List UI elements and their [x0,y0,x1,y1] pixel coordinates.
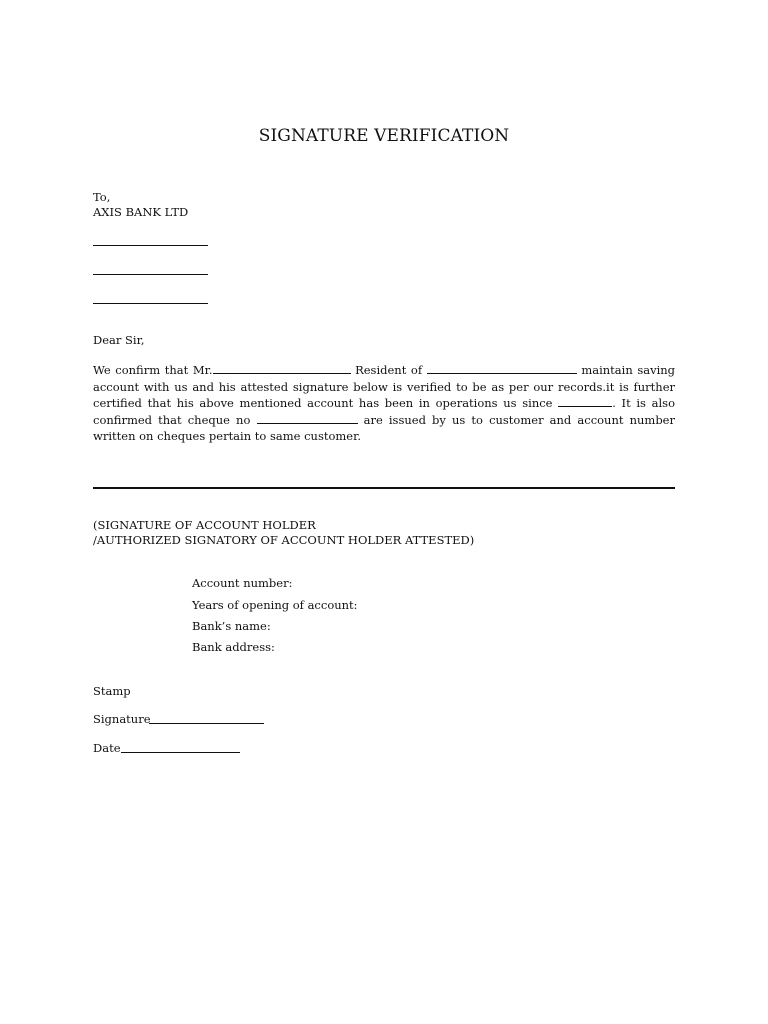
address-to: To, [93,190,111,204]
stamp-label: Stamp [93,684,131,698]
page-title: SIGNATURE VERIFICATION [258,126,510,146]
signature-rule [93,487,675,489]
signature-blank [149,723,264,724]
residence-blank [427,362,577,374]
address-line-2-blank [93,274,208,275]
detail-bank-name: Bank’s name: [192,619,271,633]
body-text-4: . It is also confirmed that cheque no [93,396,675,427]
salutation: Dear Sir, [93,333,145,347]
detail-bank-address: Bank address: [192,640,275,654]
detail-account-number: Account number: [192,576,293,590]
address-line-3-blank [93,303,208,304]
date-blank [121,752,240,753]
detail-years-of-opening: Years of opening of account: [192,598,358,612]
cheque-number-blank [257,412,358,424]
name-blank [213,362,351,374]
confirmation-paragraph [93,362,675,445]
body-text-1: We confirm that Mr. [93,363,213,377]
body-text-5: are issued by us to customer and account number written on cheques pertain to same customer. [93,412,675,443]
body-text-2: Resident of [350,363,427,377]
signature-caption-line-1: (SIGNATURE OF ACCOUNT HOLDER [93,518,316,532]
address-line-1-blank [93,245,208,246]
date-label: Date [93,741,121,755]
signature-caption-line-2: /AUTHORIZED SIGNATORY OF ACCOUNT HOLDER ATTESTED) [93,533,475,547]
signature-label: Signature [93,712,151,726]
body-text-3: maintain saving account with us and his attested signature below is verified to be as per our records.it is further certified that his above mentioned account has been in operations us since [93,363,676,410]
address-bank-name: AXIS BANK LTD [93,205,189,219]
since-date-blank [558,395,612,407]
